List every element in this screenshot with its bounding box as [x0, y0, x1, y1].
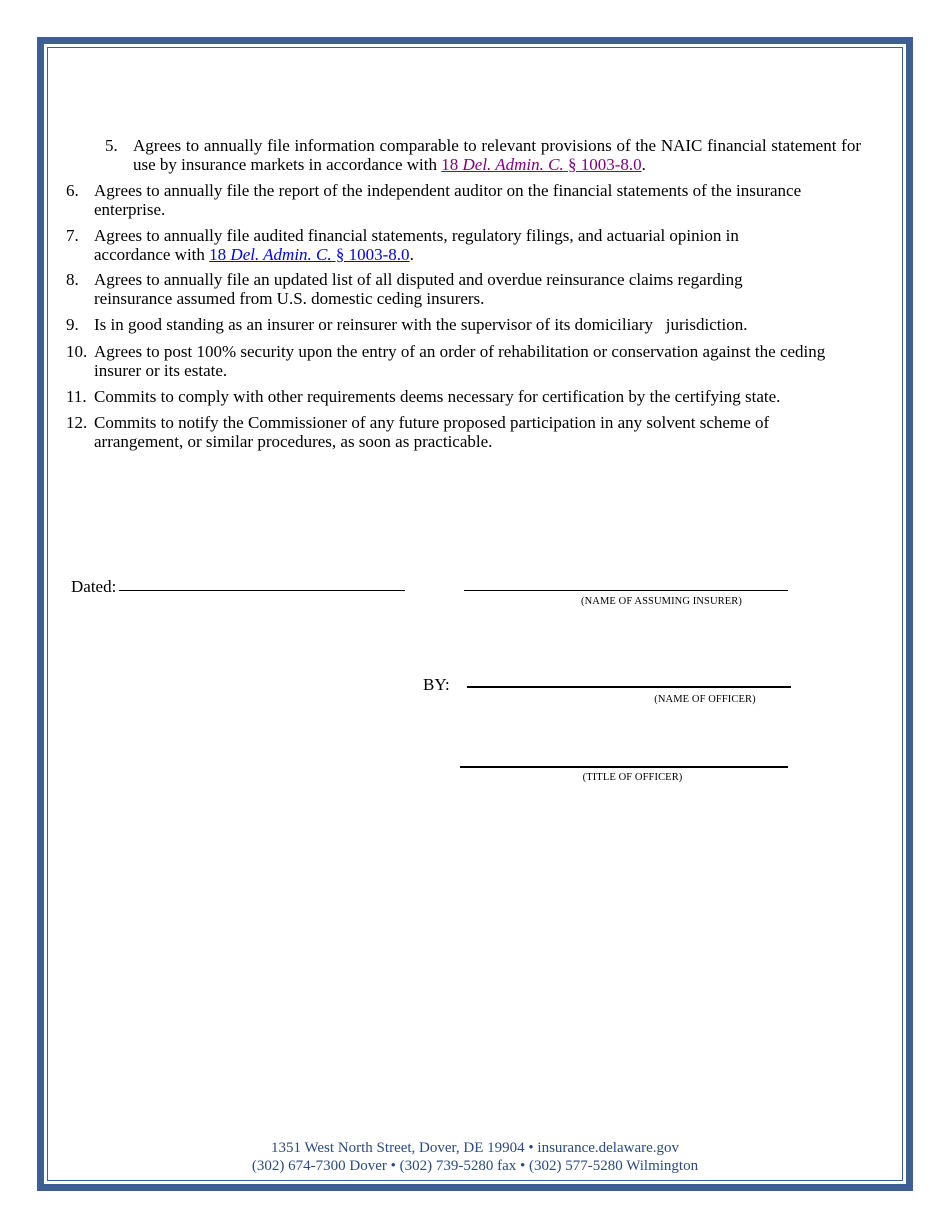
item-text: Agrees to annually file audited financial statements, regulatory filings, and actuarial opinion in accordance with 18 Del. Admin. C. § 1003-8.0. [94, 226, 739, 264]
item-number: 12. [66, 413, 88, 432]
dated-label: Dated: [71, 577, 117, 596]
assuming-insurer-line[interactable] [464, 576, 788, 591]
item-text: Agrees to annually file information comparable to relevant provisions of the NAIC financial statement for use by insurance markets in accordance with 18 Del. Admin. C. § 1003-8.0. [133, 136, 861, 174]
footer-address: 1351 West North Street, Dover, DE 19904 • insurance.delaware.gov [270, 1140, 680, 1156]
officer-name-caption: (NAME OF OFFICER) [654, 694, 756, 705]
item-text: Agrees to post 100% security upon the entry of an order of rehabilitation or conservation against the ceding insurer or its estate. [94, 342, 826, 380]
by-label: BY: [423, 675, 450, 694]
item-text: Commits to notify the Commissioner of any future proposed participation in any solvent scheme of arrangement, or similar procedures, as soon as practicable. [94, 413, 770, 451]
footer-phones: (302) 674-7300 Dover • (302) 739-5280 fax • (302) 577-5280 Wilmington [251, 1158, 699, 1174]
item-number: 10. [66, 342, 88, 361]
item-number: 6. [66, 181, 79, 200]
item-text: Is in good standing as an insurer or reinsurer with the supervisor of its domiciliary jurisdiction. [94, 315, 748, 334]
regulation-link[interactable]: 18 Del. Admin. C. § 1003-8.0 [441, 155, 642, 174]
item-text: Agrees to annually file the report of the independent auditor on the financial statements of the insurance enterprise. [94, 181, 802, 219]
officer-name-line[interactable] [467, 673, 791, 688]
item-number: 7. [66, 226, 79, 245]
item-number: 9. [66, 315, 79, 334]
officer-title-caption: (TITLE OF OFFICER) [582, 772, 683, 783]
item-number: 8. [66, 270, 79, 289]
item-text: Commits to comply with other requirements deems necessary for certification by the certifying state. [94, 387, 781, 406]
dated-line[interactable] [119, 576, 405, 591]
officer-title-line[interactable] [460, 753, 788, 768]
item-number: 11. [66, 387, 87, 406]
item-text: Agrees to annually file an updated list of all disputed and overdue reinsurance claims regarding reinsurance assumed from U.S. domestic ceding insurers. [94, 270, 743, 308]
item-number: 5. [105, 136, 118, 155]
regulation-link[interactable]: 18 Del. Admin. C. § 1003-8.0 [209, 245, 410, 264]
assuming-insurer-caption: (NAME OF ASSUMING INSURER) [581, 596, 742, 607]
